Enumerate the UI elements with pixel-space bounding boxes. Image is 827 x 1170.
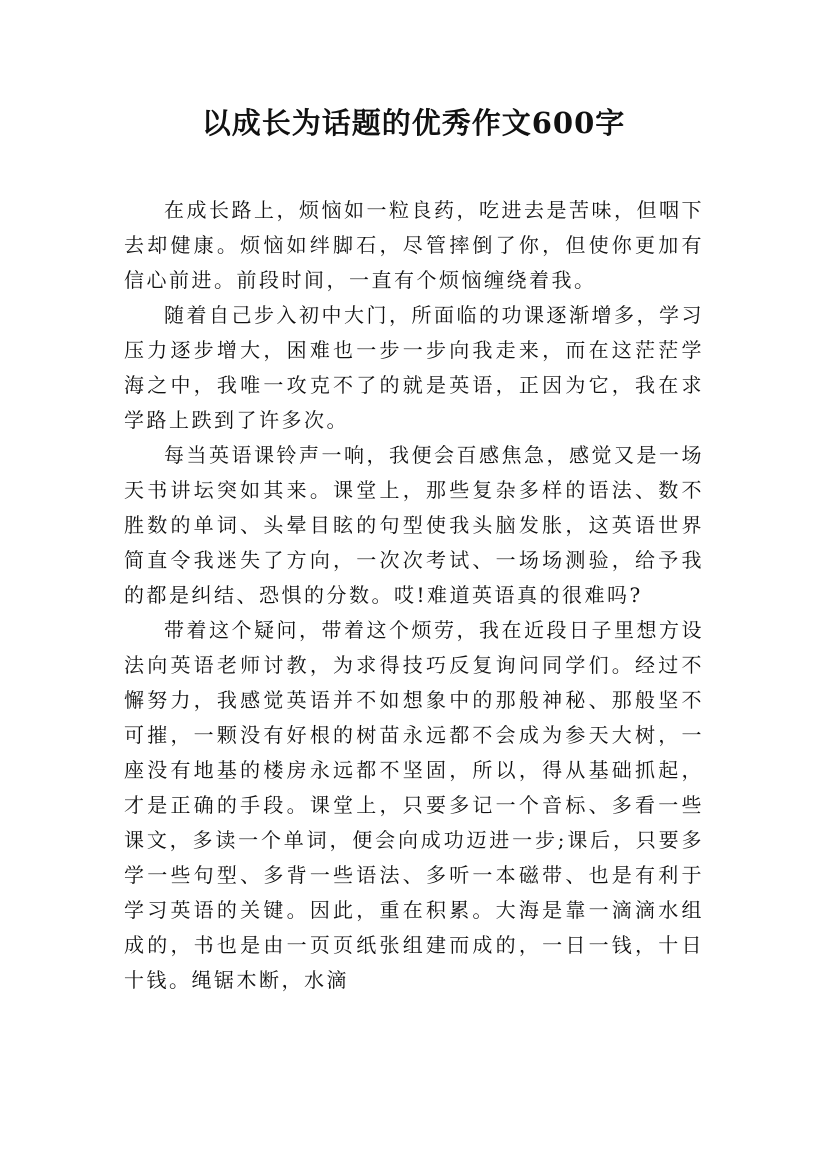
paragraph-3: 每当英语课铃声一响，我便会百感焦急，感觉又是一场天书讲坛突如其来。课堂上，那些复杂多样的语法、数不胜数的单词、头晕目眩的句型使我头脑发胀，这英语世界简直令我迷失了方向，一次次考试、一场场测验，给予我的都是纠结、恐惧的分数。哎!难道英语真的很难吗? [124,443,704,607]
paragraph-1: 在成长路上，烦恼如一粒良药，吃进去是苦味，但咽下去却健康。烦恼如绊脚石，尽管摔倒了你，但使你更加有信心前进。前段时间，一直有个烦恼缠绕着我。 [124,198,704,292]
paragraph-2: 随着自己步入初中大门，所面临的功课逐渐增多，学习压力逐步增大，困难也一步一步向我走来，而在这茫茫学海之中，我唯一攻克不了的就是英语，正因为它，我在求学路上跌到了许多次。 [124,303,704,432]
document-title: 以成长为话题的优秀作文600字 [201,106,626,140]
document-body [124,193,704,998]
paragraph-4: 带着这个疑问，带着这个烦劳，我在近段日子里想方设法向英语老师讨教，为求得技巧反复询问同学们。经过不懈努力，我感觉英语并不如想象中的那般神秘、那般坚不可摧，一颗没有好根的树苗永远都不会成为参天大树，一座没有地基的楼房永远都不坚固，所以，得从基础抓起，才是正确的手段。课堂上，只要多记一个音标、多看一些课文，多读一个单词，便会向成功迈进一步;课后，只要多学一些句型、多背一些语法、多听一本磁带、也是有利于学习英语的关键。因此，重在积累。大海是靠一滴滴水组成的，书也是由一页页纸张组建而成的，一日一钱，十日十钱。绳锯木断，水滴 [124,618,704,992]
